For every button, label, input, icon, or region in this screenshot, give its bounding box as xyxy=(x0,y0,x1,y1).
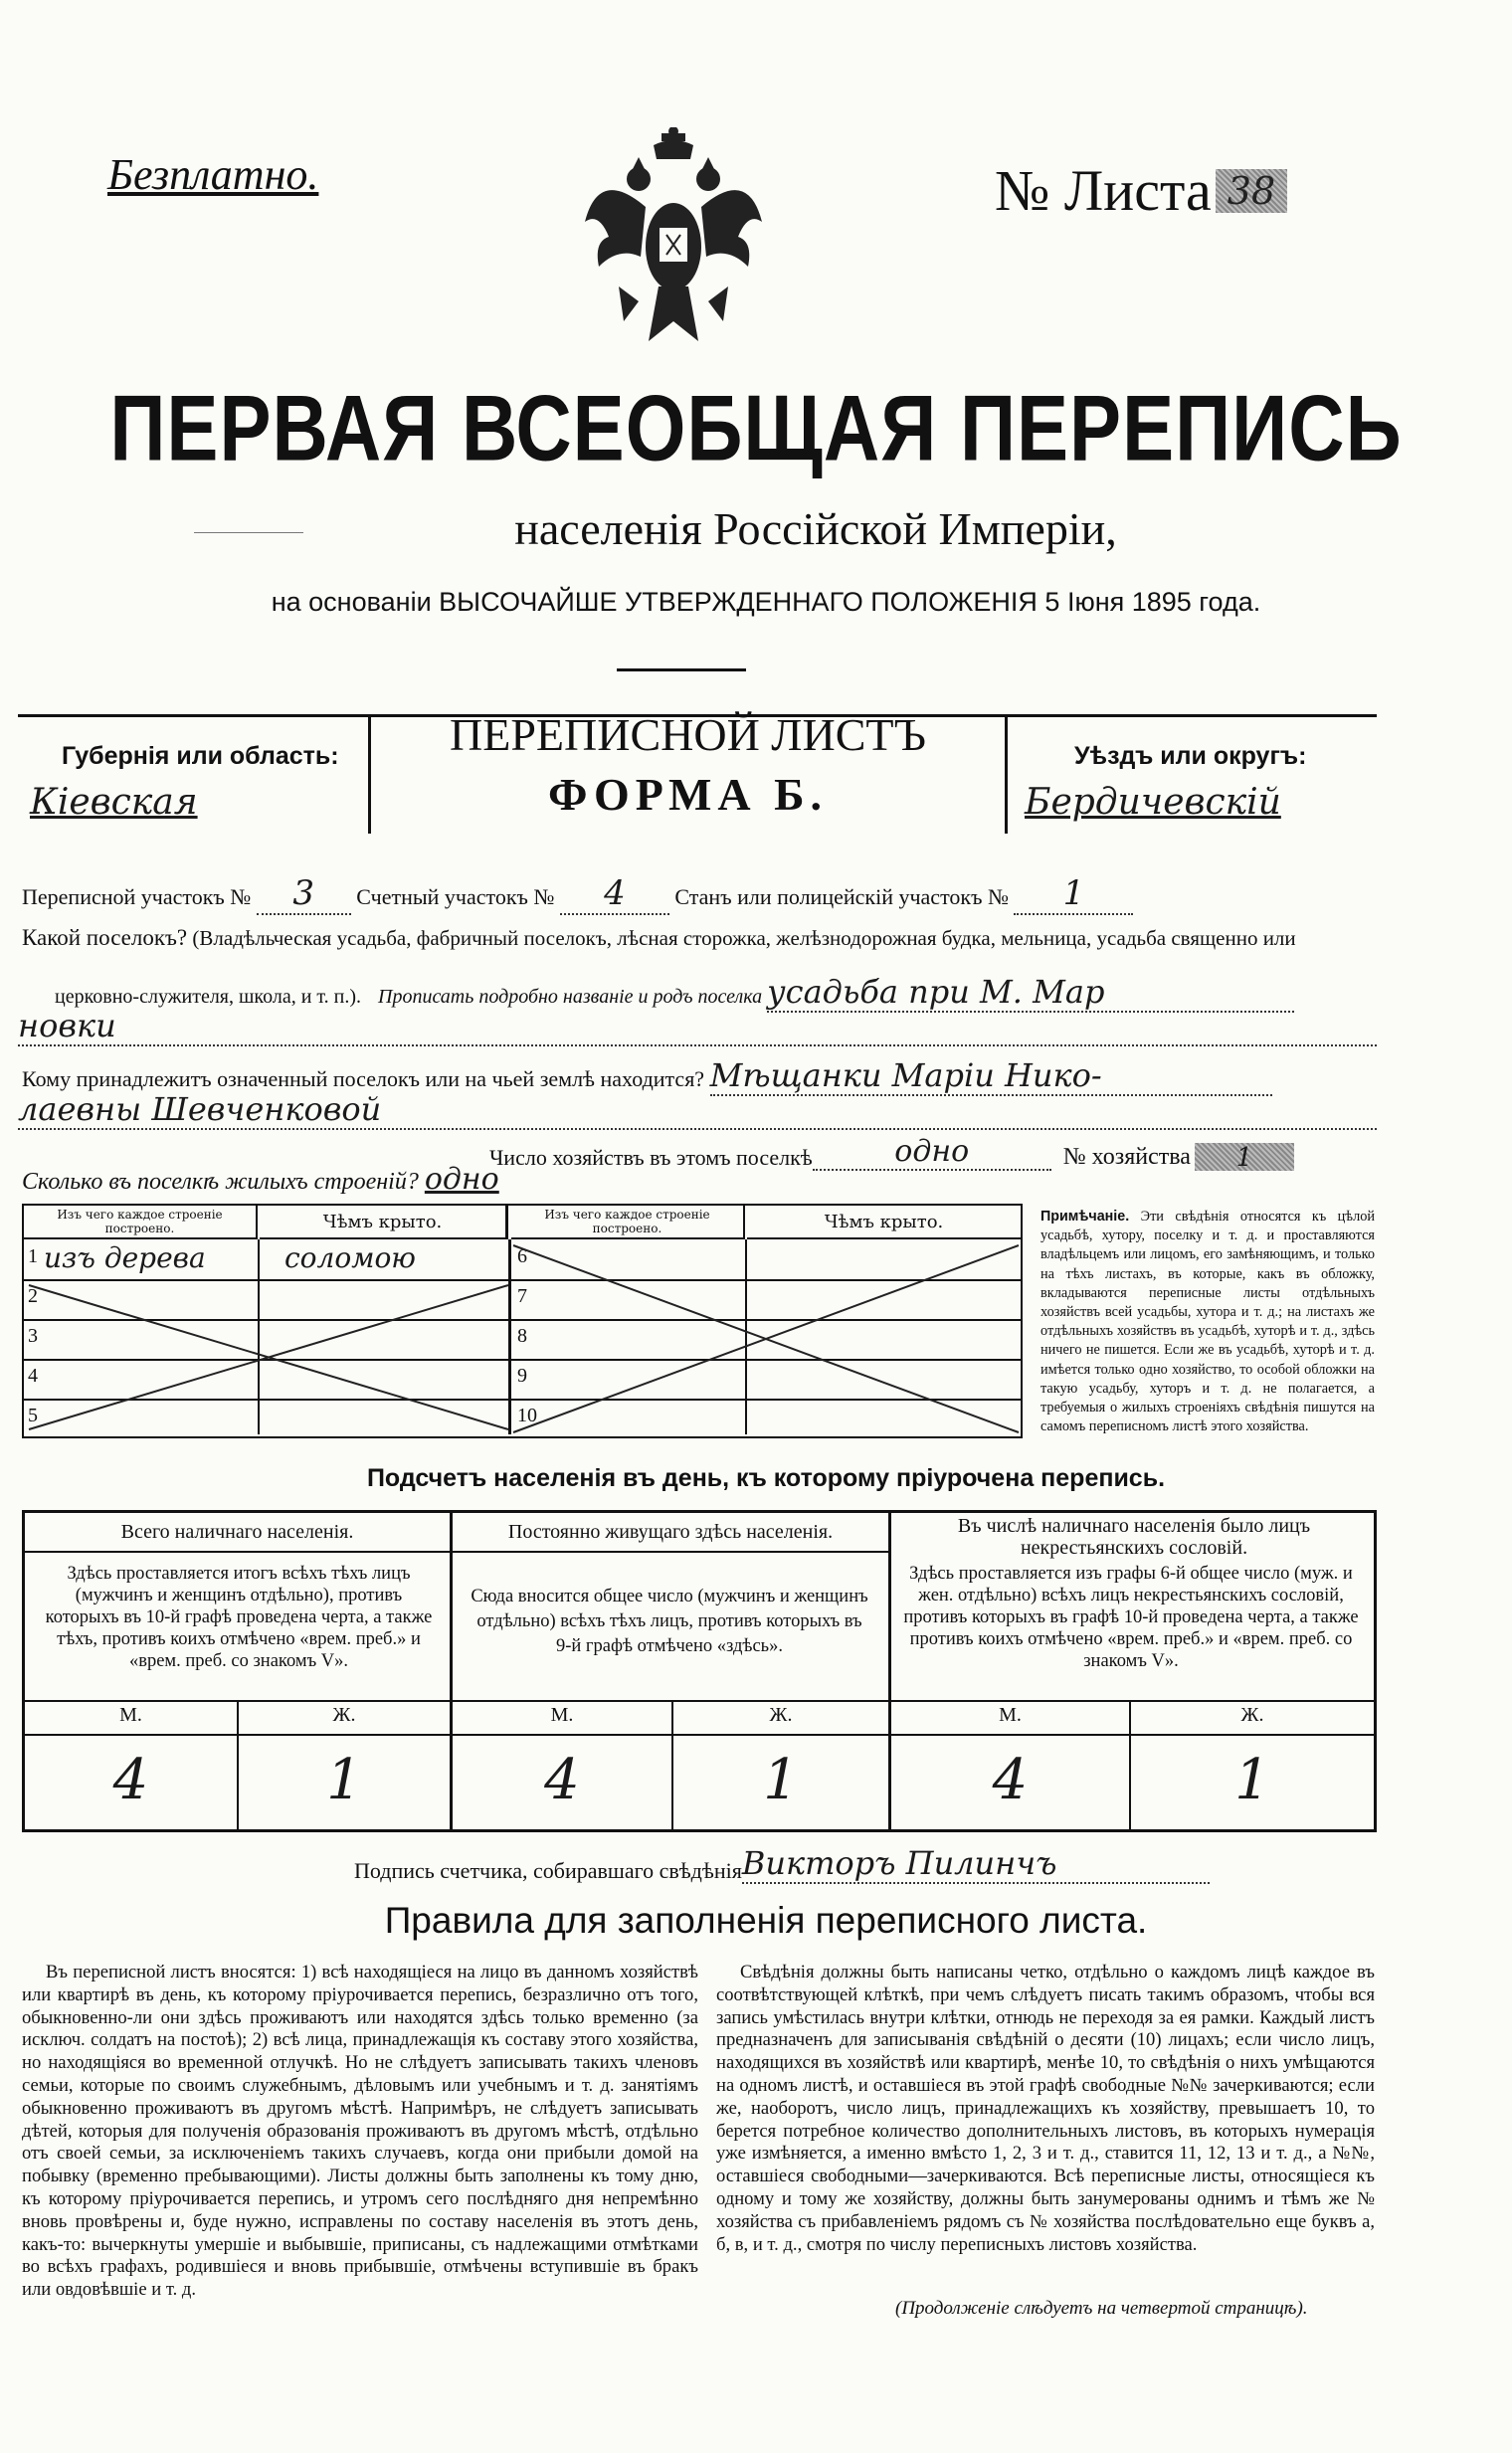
count-section-value: 4 xyxy=(560,873,669,915)
signature-value: Викторъ Пилинчъ xyxy=(742,1844,1210,1884)
col-roof-header: Чѣмъ крыто. xyxy=(260,1206,508,1239)
col2-m-label: М. xyxy=(550,1704,574,1726)
col2-f-value: 1 xyxy=(763,1748,799,1812)
population-heading: Подсчетъ населенія въ день, къ которому пріурочена перепись. xyxy=(366,1464,1166,1492)
buildings-value: одно xyxy=(424,1162,499,1197)
sheet-number-label: № Листа xyxy=(995,158,1212,223)
col3-m-label: М. xyxy=(999,1704,1022,1726)
row-number-4: 4 xyxy=(28,1365,38,1387)
col3-f-value: 1 xyxy=(1234,1748,1270,1812)
buildings-table xyxy=(22,1204,1023,1438)
sheet-number-value: 38 xyxy=(1216,169,1287,213)
row-number-9: 9 xyxy=(517,1365,527,1387)
page-title: ПЕРВАЯ ВСЕОБЩАЯ ПЕРЕПИСЬ xyxy=(109,375,1403,480)
row-number-1: 1 xyxy=(28,1245,38,1267)
uezd-value: Бердичевскій xyxy=(1025,782,1281,823)
col1-title: Всего наличнаго населенія. xyxy=(120,1521,354,1543)
settlement-label: Какой поселокъ? xyxy=(22,925,188,950)
row1-roof: соломою xyxy=(284,1241,416,1274)
note-block xyxy=(1040,1208,1375,1436)
settlement-hint-2: церковно-служителя, школа, и т. п.). xyxy=(55,986,361,1008)
buildings-label: Сколько въ поселкѣ жилыхъ строеній? xyxy=(22,1169,419,1195)
col3-title: Въ числѣ наличнаго населенія было лицъ некрестьянскихъ сословій. xyxy=(957,1515,1311,1559)
sections-line xyxy=(22,873,1133,915)
household-no-label: № хозяйства xyxy=(1062,1144,1191,1170)
col-material-header-right: Изъ чего каждое строеніе построено. xyxy=(511,1206,745,1239)
household-no-value: 1 xyxy=(1195,1143,1294,1171)
page-subtitle: населенія Россійской Имперіи, xyxy=(514,503,1117,554)
stan-label: Станъ или полицейскій участокъ № xyxy=(674,884,1009,909)
rules-continued: (Продолженіе слѣдуетъ на четвертой страницѣ). xyxy=(895,2298,1308,2319)
rules-right-column: Свѣдѣнія должны быть написаны четко, отдѣльно о каждомъ лицѣ каждое въ соотвѣтствующей клѣткѣ, при чемъ слѣдуетъ писать такимъ образомъ, чтобы вся запись умѣстилась внутри клѣтки, отнюдь не переходя за ея рамки. Каждый листъ предназначенъ для записыванія свѣдѣній о десяти (10) лицахъ; если число лицъ, находящихся въ хозяйствѣ или квартирѣ, менѣе 10, то свѣдѣнія о нихъ умѣщаются на одномъ листѣ, и оставшіеся въ этой графѣ свободные №№ зачеркиваются; если же, наоборотъ, число лицъ, принадлежащихъ къ хозяйству, превышаетъ 10, то берется потребное количество дополнительныхъ листовъ, въ которыхъ нумерація уже измѣняется, а именно вмѣсто 1, 2, 3 и т. д., ставится 11, 12, 13 и т. д., а №№, оставшіеся свободными—зачеркиваются. Всѣ переписные листы, относящіеся къ одному и тому же хозяйству, должны быть занумерованы однимъ и тѣмъ же № хозяйства съ прибавленіемъ рядомъ съ № хозяйства послѣдовательно еще буквъ а, б, в, и т. д., смотря по числу переписныхъ листовъ хозяйства. xyxy=(716,1962,1375,2255)
col1-text: Здѣсь проставляется итогъ всѣхъ тѣхъ лицъ (мужчинъ и женщинъ отдѣльно), противъ которыхъ въ 10-й графѣ проведена черта, а также тѣхъ, противъ коихъ отмѣчено «врем. преб.» и «врем. преб. со знакомъ V». xyxy=(45,1564,433,1671)
census-section-value: 3 xyxy=(257,873,351,915)
row-number-3: 3 xyxy=(28,1325,38,1347)
owner-label: Кому принадлежитъ означенный поселокъ или на чьей землѣ находится? xyxy=(22,1066,705,1091)
coat-of-arms-emblem xyxy=(579,127,768,356)
form-title: ПЕРЕПИСНОЙ ЛИСТЪ xyxy=(450,709,926,760)
buildings-line xyxy=(22,1162,499,1197)
col2-m-value: 4 xyxy=(544,1748,580,1812)
col1-m-label: М. xyxy=(119,1704,142,1726)
strike-through-marks xyxy=(24,1206,1021,1436)
owner-value-2: лаевны Шевченковой xyxy=(18,1090,1377,1130)
rules-heading: Правила для заполненія переписного листа. xyxy=(384,1900,1148,1941)
gubernia-label: Губернія или область: xyxy=(62,742,339,770)
row-number-7: 7 xyxy=(517,1285,527,1307)
col3-text: Здѣсь проставляется изъ графы 6-й общее число (муж. и жен. отдѣльно) всѣхъ лицъ некрестьянскихъ сословій, противъ которыхъ въ графѣ 10-й проведена черта, а также противъ коихъ отмѣчено «врем. преб.» и «врем. преб. со знакомъ V». xyxy=(903,1564,1359,1671)
gubernia-value: Кіевская xyxy=(30,782,198,823)
row1-material: изъ дерева xyxy=(44,1241,206,1274)
form-subtitle: ФОРМА Б. xyxy=(547,769,829,820)
legal-basis: на основаніи ВЫСОЧАЙШЕ УТВЕРЖДЕННАГО ПОЛОЖЕНІЯ 5 Іюня 1895 года. xyxy=(271,587,1261,617)
signature-line xyxy=(354,1844,1210,1884)
row-number-5: 5 xyxy=(28,1405,38,1426)
population-table xyxy=(22,1510,1377,1832)
col3-m-value: 4 xyxy=(992,1748,1029,1812)
settlement-line xyxy=(22,925,1296,951)
stan-value: 1 xyxy=(1014,873,1133,915)
col3-f-label: Ж. xyxy=(1240,1704,1264,1726)
uezd-label: Уѣздъ или округъ: xyxy=(1074,742,1307,770)
col2-title: Постоянно живущаго здѣсь населенія. xyxy=(507,1521,834,1543)
settlement-instruction: Прописать подробно названіе и родъ поселка xyxy=(378,986,763,1008)
row-number-8: 8 xyxy=(517,1325,527,1347)
col-material-header: Изъ чего каждое строеніе построено. xyxy=(24,1206,258,1239)
households-label: Число хозяйствъ въ этомъ поселкѣ xyxy=(489,1145,813,1170)
settlement-value: усадьба при М. Мар xyxy=(767,973,1294,1013)
households-value: одно xyxy=(813,1134,1051,1171)
row-number-10: 10 xyxy=(517,1405,537,1426)
col2-text: Сюда вносится общее число (мужчинъ и женщинъ отдѣльно) всѣхъ тѣхъ лицъ, противъ которыхъ въ 9-й графѣ отмѣчено «здѣсь». xyxy=(471,1587,868,1656)
note-title: Примѣчаніе. xyxy=(1040,1209,1130,1225)
col-roof-header-right: Чѣмъ крыто. xyxy=(747,1206,1021,1239)
row-number-6: 6 xyxy=(517,1245,527,1267)
signature-label: Подпись счетчика, собиравшаго свѣдѣнія xyxy=(354,1858,742,1883)
col1-f-value: 1 xyxy=(326,1748,362,1812)
settlement-value-2: новки xyxy=(18,1007,1377,1046)
col1-f-label: Ж. xyxy=(332,1704,356,1726)
note-text: Эти свѣдѣнія относятся къ цѣлой усадьбѣ, хутору, поселку и т. д. и проставляются владѣльцемъ или лицомъ, его замѣняющимъ, и только на тѣхъ листахъ, въ которые, какъ въ обложку, вкладываются переписные листы отдѣльныхъ хозяйствъ всей усадьбы, хутора и т. д.; на листахъ же отдѣльныхъ хозяйствъ въ усадьбѣ, хуторѣ и т. д., здѣсь ничего не пишется. Если же въ усадьбѣ, хуторѣ и т. д. имѣется только одно хозяйство, то особой обложки на такую усадьбу, хуторъ и т. д. не полагается, а требуемыя о жилыхъ строеніяхъ свѣдѣнія пишутся на самомъ переписномъ листѣ этого хозяйства. xyxy=(1040,1209,1376,1435)
settlement-hint: (Владѣльческая усадьба, фабричный поселокъ, лѣсная сторожка, желѣзнодорожная будка, мельница, усадьба священно или xyxy=(192,926,1296,950)
free-label: Безплатно. xyxy=(107,150,319,199)
census-section-label: Переписной участокъ № xyxy=(22,884,252,909)
count-section-label: Счетный участокъ № xyxy=(356,884,555,909)
owner-value: Мѣщанки Маріи Нико- xyxy=(710,1056,1272,1096)
households-line xyxy=(489,1134,1294,1171)
row-number-2: 2 xyxy=(28,1285,38,1307)
rules-left-column: Въ переписной листъ вносятся: 1) всѣ находящіеся на лицо въ данномъ хозяйствѣ или квартирѣ въ день, къ которому пріурочивается перепись, безразлично отъ того, обыкновенно-ли они здѣсь проживаютъ или находятся здѣсь только временно (за исключ. солдатъ на постоѣ); 2) всѣ лица, принадлежащія къ составу этого хозяйства, но находящіяся во временной отлучкѣ. Но не слѣдуетъ записывать такихъ членовъ семьи, которые по своимъ служебнымъ, дѣловымъ или учебнымъ и т. д. занятіямъ обыкновенно проживаютъ въ другомъ мѣстѣ. Напримѣръ, не слѣдуетъ записывать дѣтей, которыя для полученія образованія проживаютъ въ другомъ мѣстѣ, отдѣльно отъ своей семьи, за исключеніемъ такихъ случаевъ, когда они прибыли домой на побывку (временно пребывающими). Листы должны быть заполнены къ тому дню, къ которому пріурочивается перепись, и утромъ сего послѣдняго дня непремѣнно вновь провѣрены и, буде нужно, исправлены по составу населенія въ этотъ день, какъ-то: вычеркнуты умершіе и выбывшіе, приписаны, съ надлежащими отмѣтками во всѣхъ графахъ, родившіеся и вновь прибывшіе, отмѣчены вступившіе въ бракъ или овдовѣвшіе и т. д. xyxy=(22,1962,698,2301)
sheet-number xyxy=(995,157,1287,224)
col2-f-label: Ж. xyxy=(769,1704,793,1726)
col1-m-value: 4 xyxy=(112,1748,149,1812)
